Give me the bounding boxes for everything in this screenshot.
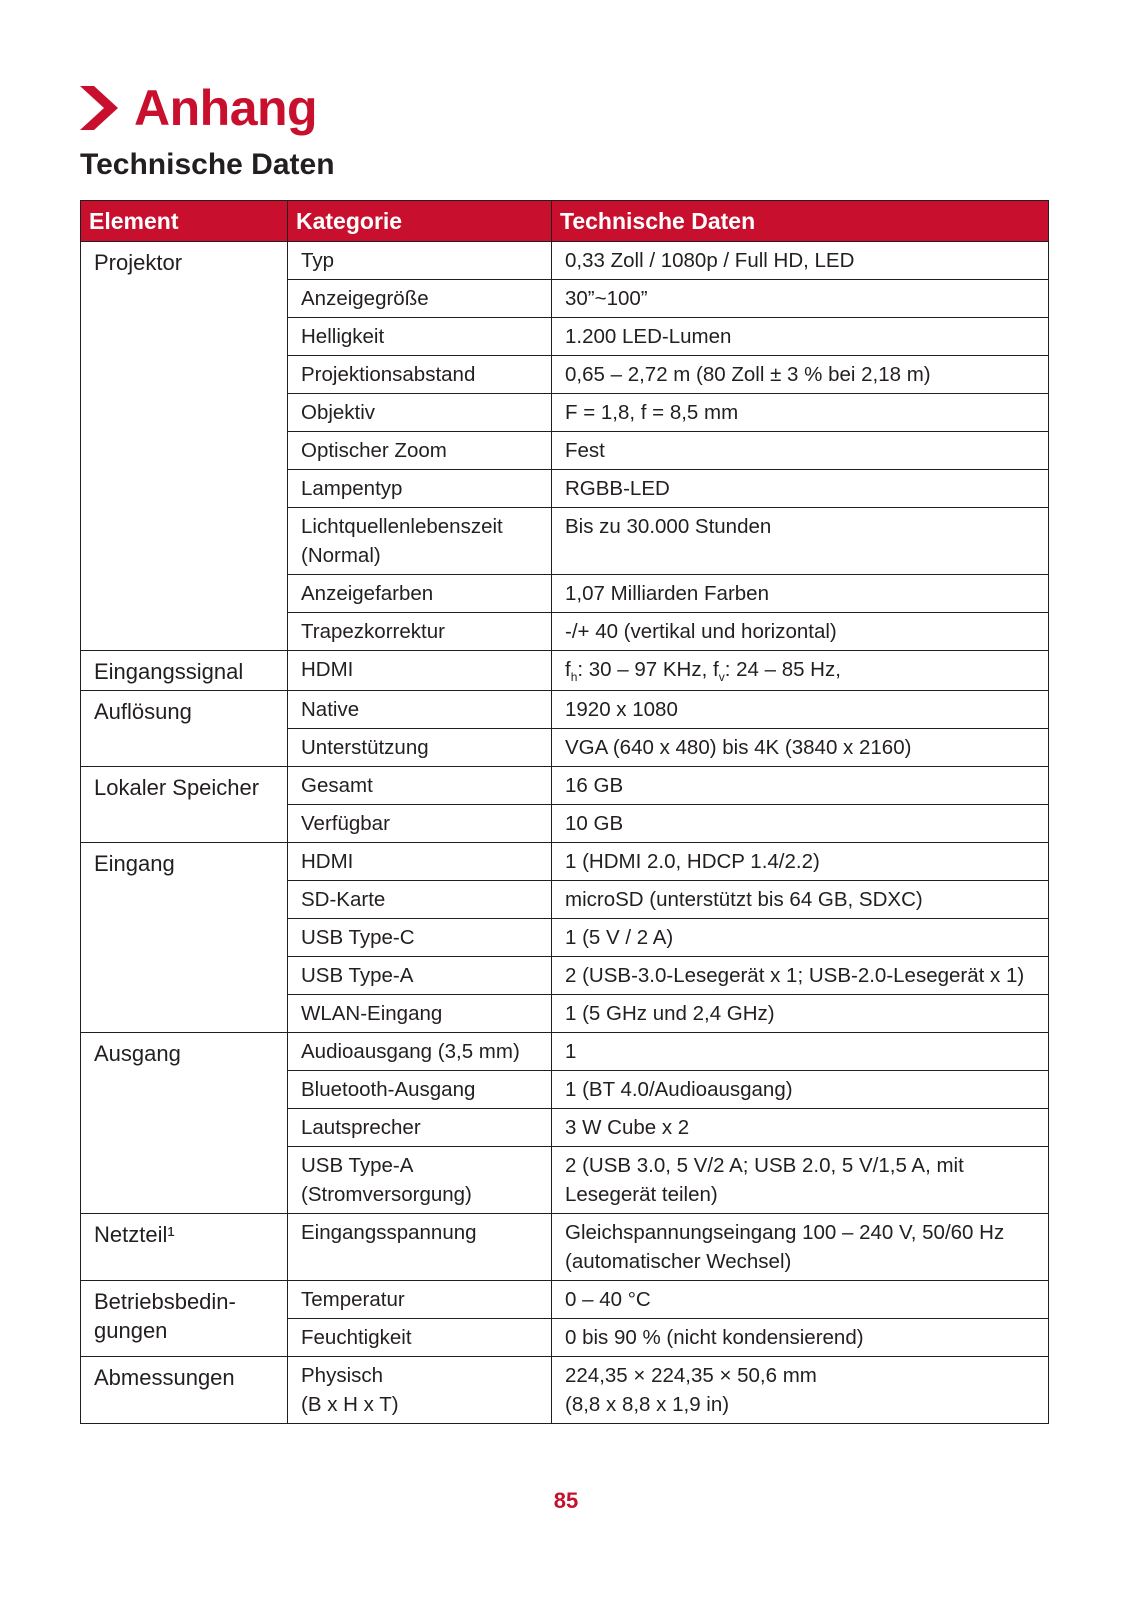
value-cell: 1920 x 1080 (552, 691, 1049, 729)
value-cell: -/+ 40 (vertikal und horizontal) (552, 613, 1049, 651)
table-row (81, 1357, 1049, 1424)
value-cell: F = 1,8, f = 8,5 mm (552, 394, 1049, 432)
category-cell: Typ (288, 242, 552, 280)
category-cell: USB Type-C (288, 919, 552, 957)
value-cell: 1 (HDMI 2.0, HDCP 1.4/2.2) (552, 843, 1049, 881)
element-cell: Ausgang (81, 1033, 288, 1214)
value-cell: 224,35 × 224,35 × 50,6 mm (8,8 x 8,8 x 1,9 in) (552, 1357, 1049, 1424)
category-cell: Trapezkorrektur (288, 613, 552, 651)
element-cell: Lokaler Speicher (81, 767, 288, 843)
value-cell: 1 (5 GHz und 2,4 GHz) (552, 995, 1049, 1033)
value-cell: 0 – 40 °C (552, 1281, 1049, 1319)
value-cell: Bis zu 30.000 Stunden (552, 508, 1049, 575)
category-cell: Physisch (B x H x T) (288, 1357, 552, 1424)
specifications-table (80, 200, 1049, 1424)
category-cell: Audioausgang (3,5 mm) (288, 1033, 552, 1071)
category-cell: WLAN-Eingang (288, 995, 552, 1033)
value-cell: 2 (USB 3.0, 5 V/2 A; USB 2.0, 5 V/1,5 A, mit Lesegerät teilen) (552, 1147, 1049, 1214)
table-row (81, 691, 1049, 729)
value-cell: 1,07 Milliarden Farben (552, 575, 1049, 613)
category-cell: Projektionsabstand (288, 356, 552, 394)
value-cell: 1.200 LED-Lumen (552, 318, 1049, 356)
category-cell: Unterstützung (288, 729, 552, 767)
category-cell: Optischer Zoom (288, 432, 552, 470)
value-cell: 30”~100” (552, 280, 1049, 318)
page-number: 85 (553, 1488, 579, 1513)
value-cell: $f_h$: 30 – 97 KHz, $f_v$: 24 – 85 Hz, (552, 651, 1049, 691)
table-row (81, 1281, 1049, 1319)
category-cell: HDMI (288, 843, 552, 881)
value-cell: 3 W Cube x 2 (552, 1109, 1049, 1147)
value-cell: microSD (unterstützt bis 64 GB, SDXC) (552, 881, 1049, 919)
table-row (81, 242, 1049, 280)
category-cell: SD-Karte (288, 881, 552, 919)
value-cell: 1 (BT 4.0/Audioausgang) (552, 1071, 1049, 1109)
value-cell: VGA (640 x 480) bis 4K (3840 x 2160) (552, 729, 1049, 767)
element-cell: Betriebsbedin- gungen (81, 1281, 288, 1357)
value-cell: 16 GB (552, 767, 1049, 805)
subscript: h (570, 670, 578, 685)
section-title: Technische Daten (80, 148, 335, 181)
category-cell: Bluetooth-Ausgang (288, 1071, 552, 1109)
chevron-right-icon (80, 86, 118, 130)
value-cell: 0 bis 90 % (nicht kondensierend) (552, 1319, 1049, 1357)
category-cell: Temperatur (288, 1281, 552, 1319)
value-cell: 2 (USB-3.0-Lesegerät x 1; USB-2.0-Lesegerät x 1) (552, 957, 1049, 995)
element-cell: Netzteil¹ (81, 1214, 288, 1281)
category-cell: Verfügbar (288, 805, 552, 843)
element-cell: Abmessungen (81, 1357, 288, 1424)
category-cell: Native (288, 691, 552, 729)
category-cell: Lautsprecher (288, 1109, 552, 1147)
table-row (81, 843, 1049, 881)
element-cell: Eingang (81, 843, 288, 1033)
category-cell: Feuchtigkeit (288, 1319, 552, 1357)
element-cell: Auflösung (81, 691, 288, 767)
category-cell: Gesamt (288, 767, 552, 805)
category-cell: USB Type-A (288, 957, 552, 995)
category-cell: Helligkeit (288, 318, 552, 356)
category-cell: Eingangsspannung (288, 1214, 552, 1281)
element-cell: Eingangssignal (81, 651, 288, 691)
header-specs: Technische Daten (552, 201, 1049, 242)
subscript: v (718, 670, 725, 685)
value-cell: Gleichspannungseingang 100 – 240 V, 50/60 Hz (automatischer Wechsel) (552, 1214, 1049, 1281)
category-cell: Lichtquellenlebenszeit (Normal) (288, 508, 552, 575)
value-cell: 10 GB (552, 805, 1049, 843)
value-cell: 1 (552, 1033, 1049, 1071)
value-cell: Fest (552, 432, 1049, 470)
category-cell: Objektiv (288, 394, 552, 432)
category-cell: Lampentyp (288, 470, 552, 508)
element-cell: Projektor (81, 242, 288, 651)
chapter-title: Anhang (134, 80, 318, 136)
table-header-row (81, 201, 1049, 242)
header-element: Element (81, 201, 288, 242)
category-cell: Anzeigefarben (288, 575, 552, 613)
value-cell: RGBB-LED (552, 470, 1049, 508)
value-cell: 1 (5 V / 2 A) (552, 919, 1049, 957)
value-cell: 0,33 Zoll / 1080p / Full HD, LED (552, 242, 1049, 280)
header-category: Kategorie (288, 201, 552, 242)
category-cell: HDMI (288, 651, 552, 691)
category-cell: USB Type-A (Stromversorgung) (288, 1147, 552, 1214)
table-row (81, 1033, 1049, 1071)
value-cell: 0,65 – 2,72 m (80 Zoll ± 3 % bei 2,18 m) (552, 356, 1049, 394)
table-row (81, 1214, 1049, 1281)
chapter-heading (80, 78, 317, 138)
table-row (81, 767, 1049, 805)
table-body (81, 242, 1049, 1424)
table-row (81, 651, 1049, 691)
category-cell: Anzeigegröße (288, 280, 552, 318)
